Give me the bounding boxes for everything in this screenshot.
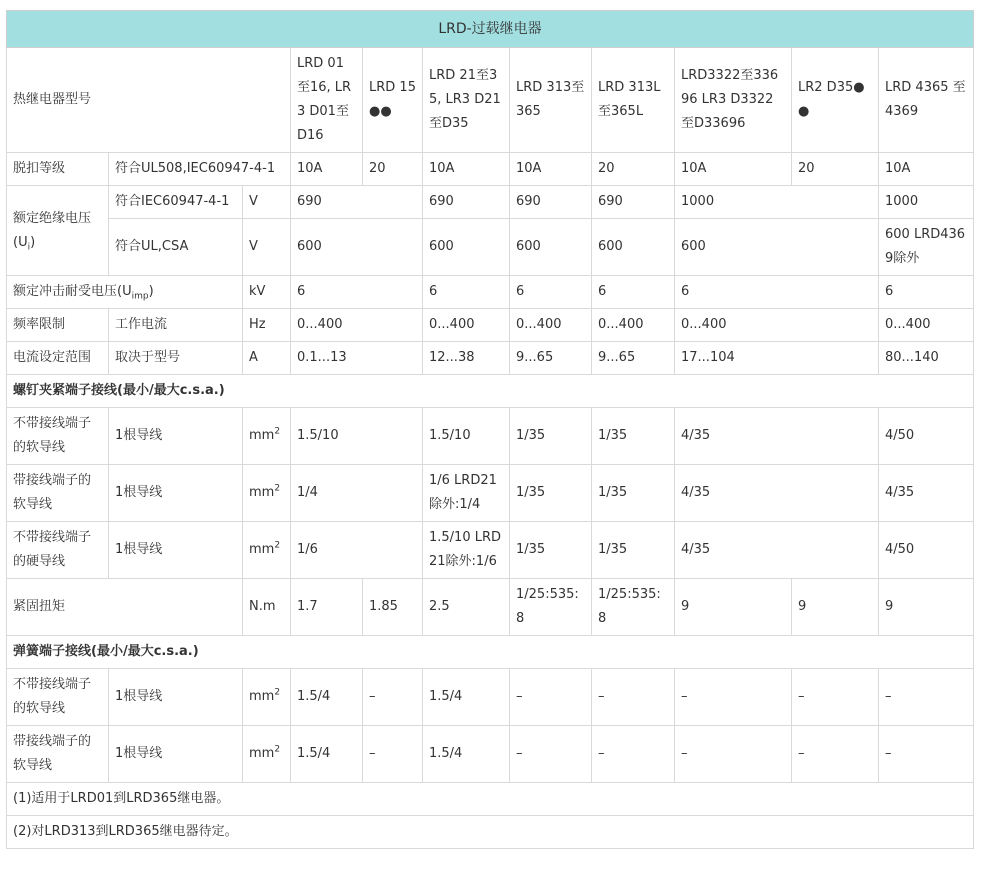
spring-value: – — [510, 726, 592, 783]
trip-value: 10A — [510, 153, 592, 186]
screw-value: 1.5/10 — [423, 408, 510, 465]
insulation-iec-value: 690 — [291, 186, 423, 219]
current-range-row — [7, 342, 974, 375]
spring-section-row — [7, 636, 974, 669]
current-unit: A — [243, 342, 291, 375]
impulse-value: 6 — [675, 276, 879, 309]
torque-value: 9 — [792, 579, 879, 636]
frequency-row — [7, 309, 974, 342]
screw-section-row — [7, 375, 974, 408]
insulation-ul-value: 600 — [592, 219, 675, 276]
impulse-value: 6 — [592, 276, 675, 309]
freq-label: 频率限制 — [7, 309, 109, 342]
trip-value: 10A — [879, 153, 974, 186]
insulation-label-sub: i — [27, 242, 31, 253]
model-lrd21: LRD 21至35, LR3 D21至D35 — [423, 48, 510, 153]
insulation-ul-value: 600 — [423, 219, 510, 276]
spring-value: 1.5/4 — [423, 669, 510, 726]
trip-value: 20 — [792, 153, 879, 186]
torque-value: 1/25:535:8 — [510, 579, 592, 636]
trip-value: 20 — [363, 153, 423, 186]
impulse-label-close: ) — [148, 284, 154, 299]
spring-value: – — [675, 726, 792, 783]
insulation-ul-value: 600 — [510, 219, 592, 276]
unit-base: mm — [249, 689, 275, 704]
spring-value: – — [792, 726, 879, 783]
screw-value: 1/4 — [291, 465, 423, 522]
insulation-iec-value: 690 — [510, 186, 592, 219]
screw-value: 1/35 — [510, 522, 592, 579]
spring-row — [7, 726, 974, 783]
insulation-ul-value: 600 — [675, 219, 879, 276]
spring-value: – — [510, 669, 592, 726]
unit-base: mm — [249, 485, 275, 500]
unit-sup: 2 — [274, 483, 281, 494]
trip-value: 10A — [423, 153, 510, 186]
insulation-iec-value: 1000 — [879, 186, 974, 219]
impulse-value: 6 — [423, 276, 510, 309]
trip-standard: 符合UL508,IEC60947-4-1 — [109, 153, 291, 186]
spring-row-sub: 1根导线 — [109, 726, 243, 783]
current-sub: 取决于型号 — [109, 342, 243, 375]
insulation-iec-value: 690 — [592, 186, 675, 219]
impulse-value: 6 — [510, 276, 592, 309]
spring-value: 1.5/4 — [291, 669, 363, 726]
insulation-ul-row — [7, 219, 974, 276]
screw-value: 1.5/10 LRD21除外:1/6 — [423, 522, 510, 579]
torque-value: 1.7 — [291, 579, 363, 636]
unit-base: mm — [249, 428, 275, 443]
trip-value: 10A — [675, 153, 792, 186]
current-value: 12...38 — [423, 342, 510, 375]
screw-row-unit — [243, 408, 291, 465]
screw-row-unit — [243, 465, 291, 522]
spring-row-label: 不带接线端子的软导线 — [7, 669, 109, 726]
insulation-ul-value: 600 — [291, 219, 423, 276]
freq-value: 0...400 — [510, 309, 592, 342]
impulse-label — [7, 276, 243, 309]
screw-row-label: 不带接线端子的硬导线 — [7, 522, 109, 579]
screw-value: 1/35 — [592, 465, 675, 522]
impulse-label-sub: imp — [131, 291, 149, 302]
torque-value: 9 — [879, 579, 974, 636]
screw-value: 4/35 — [879, 465, 974, 522]
insulation-label-paren: (U — [13, 234, 28, 250]
screw-row-unit — [243, 522, 291, 579]
unit-sup: 2 — [274, 687, 281, 698]
screw-value: 4/50 — [879, 408, 974, 465]
screw-value: 1/35 — [510, 465, 592, 522]
freq-value: 0...400 — [423, 309, 510, 342]
trip-label: 脱扣等级 — [7, 153, 109, 186]
footnote: (2)对LRD313到LRD365继电器待定。 — [7, 816, 974, 849]
screw-row-sub: 1根导线 — [109, 408, 243, 465]
screw-value: 4/50 — [879, 522, 974, 579]
spring-value: – — [879, 726, 974, 783]
spring-row-label: 带接线端子的软导线 — [7, 726, 109, 783]
freq-value: 0...400 — [592, 309, 675, 342]
model-lrd01: LRD 01至16, LR3 D01至D16 — [291, 48, 363, 153]
spring-row-unit — [243, 669, 291, 726]
insulation-iec-value: 690 — [423, 186, 510, 219]
screw-value: 1/6 — [291, 522, 423, 579]
insulation-label — [7, 186, 109, 276]
note-row — [7, 816, 974, 849]
spring-value: – — [592, 726, 675, 783]
current-label: 电流设定范围 — [7, 342, 109, 375]
unit-sup: 2 — [274, 744, 281, 755]
screw-row — [7, 522, 974, 579]
impulse-value: 6 — [291, 276, 423, 309]
model-lrd313l: LRD 313L至365L — [592, 48, 675, 153]
screw-value: 1/35 — [592, 408, 675, 465]
insulation-iec-value: 1000 — [675, 186, 879, 219]
spec-table-container — [6, 10, 973, 849]
torque-unit: N.m — [243, 579, 291, 636]
spring-value: – — [879, 669, 974, 726]
screw-row-sub: 1根导线 — [109, 465, 243, 522]
unit-base: mm — [249, 746, 275, 761]
screw-value: 4/35 — [675, 465, 879, 522]
current-value: 0.1...13 — [291, 342, 423, 375]
spring-value: – — [363, 726, 423, 783]
freq-value: 0...400 — [291, 309, 423, 342]
impulse-value: 6 — [879, 276, 974, 309]
torque-value: 2.5 — [423, 579, 510, 636]
insulation-iec-row — [7, 186, 974, 219]
screw-row-label: 带接线端子的软导线 — [7, 465, 109, 522]
insulation-iec-unit: V — [243, 186, 291, 219]
model-header-row — [7, 48, 974, 153]
relay-spec-table — [6, 10, 974, 849]
model-lrd313: LRD 313至365 — [510, 48, 592, 153]
screw-value: 1/35 — [510, 408, 592, 465]
model-header-label: 热继电器型号 — [7, 48, 291, 153]
current-value: 17...104 — [675, 342, 879, 375]
screw-row — [7, 408, 974, 465]
spring-value: 1.5/4 — [291, 726, 363, 783]
screw-section-heading: 螺钉夹紧端子接线(最小/最大c.s.a.) — [7, 375, 974, 408]
spring-value: 1.5/4 — [423, 726, 510, 783]
freq-unit: Hz — [243, 309, 291, 342]
trip-value: 20 — [592, 153, 675, 186]
current-value: 80...140 — [879, 342, 974, 375]
torque-value: 9 — [675, 579, 792, 636]
freq-value: 0...400 — [675, 309, 879, 342]
model-lrd3322: LRD3322至33696 LR3 D3322至D33696 — [675, 48, 792, 153]
spring-value: – — [675, 669, 792, 726]
screw-value: 1/35 — [592, 522, 675, 579]
unit-sup: 2 — [274, 426, 281, 437]
spring-row-sub: 1根导线 — [109, 669, 243, 726]
impulse-row — [7, 276, 974, 309]
unit-base: mm — [249, 542, 275, 557]
insulation-ul-value: 600 LRD4369除外 — [879, 219, 974, 276]
current-value: 9...65 — [592, 342, 675, 375]
screw-value: 4/35 — [675, 522, 879, 579]
insulation-label-close: ) — [30, 234, 36, 250]
screw-row-sub: 1根导线 — [109, 522, 243, 579]
trip-value: 10A — [291, 153, 363, 186]
model-lr2d35: LR2 D35●● — [792, 48, 879, 153]
spring-value: – — [592, 669, 675, 726]
impulse-unit: kV — [243, 276, 291, 309]
note-row — [7, 783, 974, 816]
spring-section-heading: 弹簧端子接线(最小/最大c.s.a.) — [7, 636, 974, 669]
current-value: 9...65 — [510, 342, 592, 375]
screw-row-label: 不带接线端子的软导线 — [7, 408, 109, 465]
model-lrd15: LRD 15●● — [363, 48, 423, 153]
trip-class-row — [7, 153, 974, 186]
screw-value: 1.5/10 — [291, 408, 423, 465]
insulation-ul-label: 符合UL,CSA — [109, 219, 243, 276]
torque-value: 1.85 — [363, 579, 423, 636]
screw-value: 4/35 — [675, 408, 879, 465]
title-row — [7, 11, 974, 48]
spring-row — [7, 669, 974, 726]
torque-label: 紧固扭矩 — [7, 579, 243, 636]
unit-sup: 2 — [274, 540, 281, 551]
model-lrd4365: LRD 4365 至 4369 — [879, 48, 974, 153]
freq-value: 0...400 — [879, 309, 974, 342]
screw-row — [7, 465, 974, 522]
insulation-iec-label: 符合IEC60947-4-1 — [109, 186, 243, 219]
freq-sub: 工作电流 — [109, 309, 243, 342]
screw-value: 1/6 LRD21除外:1/4 — [423, 465, 510, 522]
spring-row-unit — [243, 726, 291, 783]
insulation-ul-unit: V — [243, 219, 291, 276]
table-title: LRD-过载继电器 — [7, 11, 974, 48]
torque-row — [7, 579, 974, 636]
torque-value: 1/25:535:8 — [592, 579, 675, 636]
spring-value: – — [792, 669, 879, 726]
footnote: (1)适用于LRD01到LRD365继电器。 — [7, 783, 974, 816]
impulse-label-main: 额定冲击耐受电压(U — [13, 284, 132, 299]
insulation-label-main: 额定绝缘电压 — [13, 210, 92, 226]
spring-value: – — [363, 669, 423, 726]
